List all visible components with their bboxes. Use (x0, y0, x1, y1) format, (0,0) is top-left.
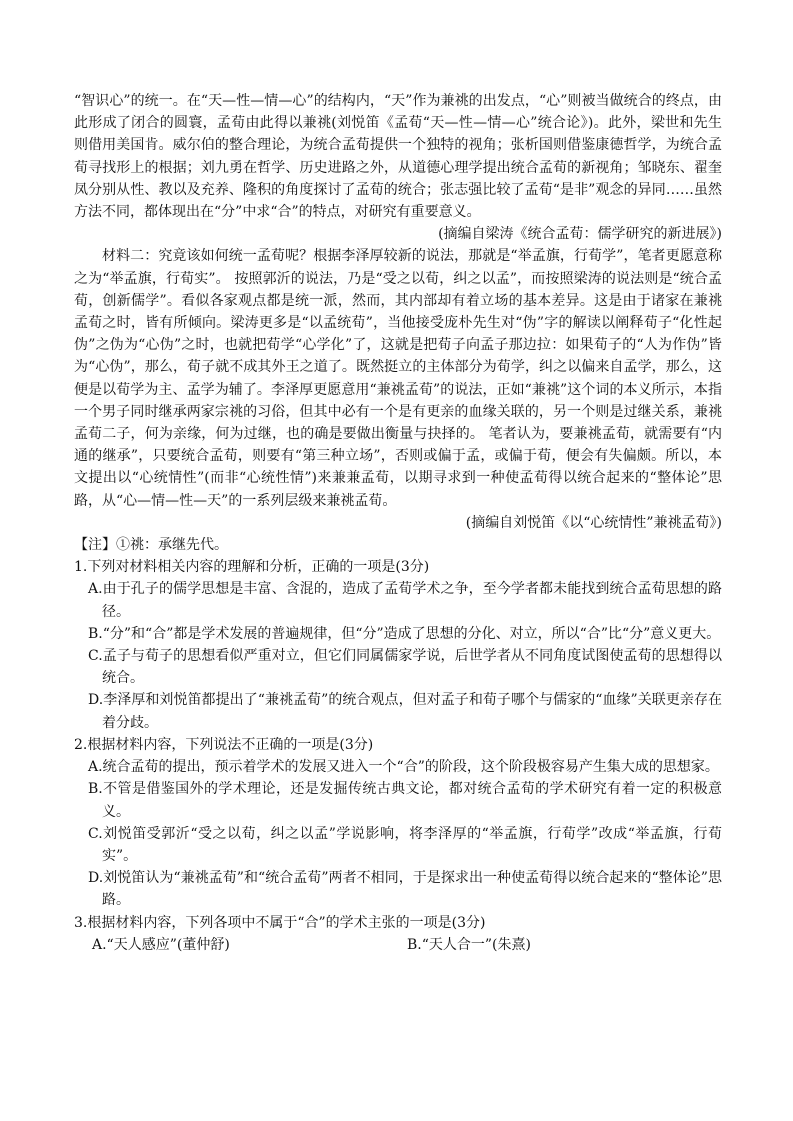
option-b: B.不管是借鉴国外的学术理论，还是发掘传统古典文论，都对统合孟荀的学术研究有着一定的积极意义。 (88, 781, 722, 820)
question-stem: 1.下列对材料相关内容的理解和分析，正确的一项是(3分) (74, 559, 430, 576)
material-one-tail: “智识心”的统一。在“天—性—情—心”的结构内，“天”作为兼祧的出发点，“心”则被当做统合的终点，由此形成了闭合的圆寰，孟荀由此得以兼祧(刘悦笛《孟荀“天—性—情—心”统合论》)。此外，梁世和先生则借用美国肯。威尔伯的整合理论，为统合孟荀提供一个独特的视角；张析国则借鉴康德哲学，为统合孟荀寻找形上的根据；刘九勇在哲学、历史进路之外，从道德心理学提出统合孟荀的新视角；邹晓东、翟奎凤分别从性、教以及充养、隆积的角度探讨了孟荀的统合；张志强比较了孟荀“是非”观念的异同……虽然方法不同，都体现出在“分”中求“合”的特点，对研究有重要意义。 (74, 93, 722, 221)
option-c: C.刘悦笛受郭沂“受之以荀，纠之以孟”学说影响，将李泽厚的“举孟旗，行荀学”改成“举孟旗，行荀实”。 (88, 825, 722, 864)
option-b: B.“天人合一”(朱熹) (407, 936, 531, 953)
annotation-note: 【注】①祧：承继先代。 (74, 537, 228, 554)
option-row (92, 934, 722, 956)
question-stem: 2.根据材料内容，下列说法不正确的一项是(3分) (74, 736, 374, 753)
document-page (74, 90, 722, 956)
question-1 (74, 556, 722, 734)
option-b: B.“分”和“合”都是学术发展的普遍规律，但“分”造成了思想的分化、对立，所以“合”比“分”意义更大。 (88, 625, 721, 642)
option-a: A.统合孟荀的提出，预示着学术的发展又进入一个“合”的阶段，这个阶段极容易产生集大成的思想家。 (88, 759, 719, 776)
option-a: A.由于孔子的儒学思想是丰富、含混的，造成了孟荀学术之争，至今学者都未能找到统合孟荀思想的路径。 (88, 581, 722, 620)
source-citation-two: (摘编自刘悦笛《以“心统情性”兼祧孟荀》) (465, 514, 722, 531)
question-3 (74, 912, 722, 956)
question-2 (74, 734, 722, 912)
source-citation-one: (摘编自梁涛《统合孟荀：儒学研究的新进展》) (438, 226, 722, 243)
material-two: 材料二：究竟该如何统一孟荀呢？根据李泽厚较新的说法，那就是“举孟旗，行荀学”，笔者更愿意称之为“举孟旗，行荀实”。 按照郭沂的说法，乃是“受之以荀，纠之以孟”，而按照梁涛的说法则是“统合孟荀，创新儒学”。看似各家观点都是统一派，然而，其内部却有着立场的基本差异。这是由于诸家在兼祧孟荀之时，皆有所倾向。梁涛更多是“以孟统荀”，当他接受庞朴先生对“伪”字的解读以阐释荀子“化性起伪”之伪为“心伪”之时，也就把荀学“心学化”了，这就是把荀子向孟子那边拉：如果荀子的“人为作伪”皆为“心伪”，那么，荀子就不成其外王之道了。既然挺立的主体部分为荀学，纠之以偏来自孟学，那么，这便是以荀学为主、孟学为辅了。李泽厚更愿意用“兼祧孟荀”的说法，正如“兼祧”这个词的本义所示，本指一个男子同时继承两家宗祧的习俗，但其中必有一个是有更亲的血缘关联的，另一个则是过继关系，兼祧孟荀二子，何为亲缘，何为过继，也的确是要做出衡量与抉择的。 笔者认为，要兼祧孟荀，就需要有“内通的继承”，只要统合孟荀，则要有“第三种立场”，否则或偏于孟，或偏于荀，便会有失偏颇。所以，本文提出以“心统情性”(而非“心统性情”)来兼兼孟荀，以期寻求到一种使孟荀得以统合起来的“整体论”思路，从“心—情—性—天”的一系列层级来兼祧孟荀。 (74, 248, 722, 509)
question-stem: 3.根据材料内容，下列各项中不属于“合”的学术主张的一项是(3分) (74, 914, 486, 931)
option-d: D.刘悦笛认为“兼祧孟荀”和“统合孟荀”两者不相同，于是探求出一种使孟荀得以统合起来的“整体论”思路。 (88, 870, 722, 909)
option-d: D.李泽厚和刘悦笛都提出了“兼祧孟荀”的统合观点，但对孟子和荀子哪个与儒家的“血缘”关联更亲存在着分歧。 (88, 692, 722, 731)
option-c: C.孟子与荀子的思想看似严重对立，但它们同属儒家学说，后世学者从不同角度试图使孟荀的思想得以统合。 (88, 648, 722, 687)
option-a: A.“天人感应”(董仲舒) (92, 936, 230, 953)
